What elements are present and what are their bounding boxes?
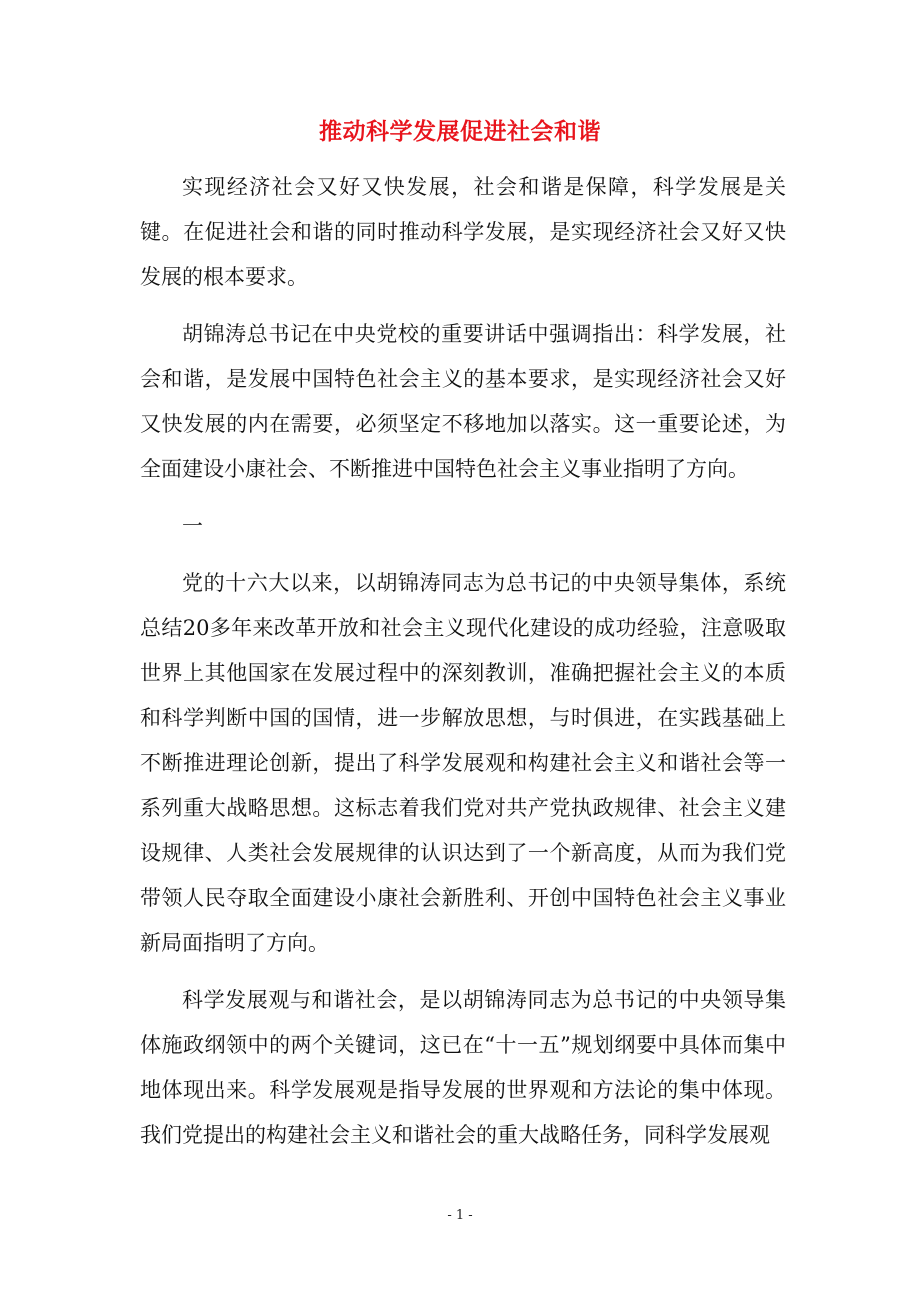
paragraph-1: 实现经济社会又好又快发展，社会和谐是保障，科学发展是关键。在促进社会和谐的同时推动科学发展，是实现经济社会又好又快发展的根本要求。	[140, 175, 786, 289]
document-title: 推动科学发展促进社会和谐	[319, 119, 601, 145]
section-heading-one: 一	[182, 514, 203, 538]
page-number: - 1 -	[447, 1208, 473, 1223]
paragraph-2: 胡锦涛总书记在中央党校的重要讲话中强调指出：科学发展，社会和谐，是发展中国特色社会主义的基本要求，是实现经济社会又好又快发展的内在需要，必须坚定不移地加以落实。这一重要论述，为全面建设小康社会、不断推进中国特色社会主义事业指明了方向。	[140, 322, 786, 481]
paragraph-4: 科学发展观与和谐社会，是以胡锦涛同志为总书记的中央领导集体施政纲领中的两个关键词，这已在“十一五”规划纲要中具体而集中地体现出来。科学发展观是指导发展的世界观和方法论的集中体现。我们党提出的构建社会主义和谐社会的重大战略任务，同科学发展观	[140, 988, 786, 1147]
document-body	[140, 165, 786, 1170]
paragraph-3: 党的十六大以来，以胡锦涛同志为总书记的中央领导集体，系统总结20多年来改革开放和社会主义现代化建设的成功经验，注意吸取世界上其他国家在发展过程中的深刻教训，准确把握社会主义的本质和科学判断中国的国情，进一步解放思想，与时俱进，在实践基础上不断推进理论创新，提出了科学发展观和构建社会主义和谐社会等一系列重大战略思想。这标志着我们党对共产党执政规律、社会主义建设规律、人类社会发展规律的认识达到了一个新高度，从而为我们党带领人民夺取全面建设小康社会新胜利、开创中国特色社会主义事业新局面指明了方向。	[140, 571, 786, 955]
